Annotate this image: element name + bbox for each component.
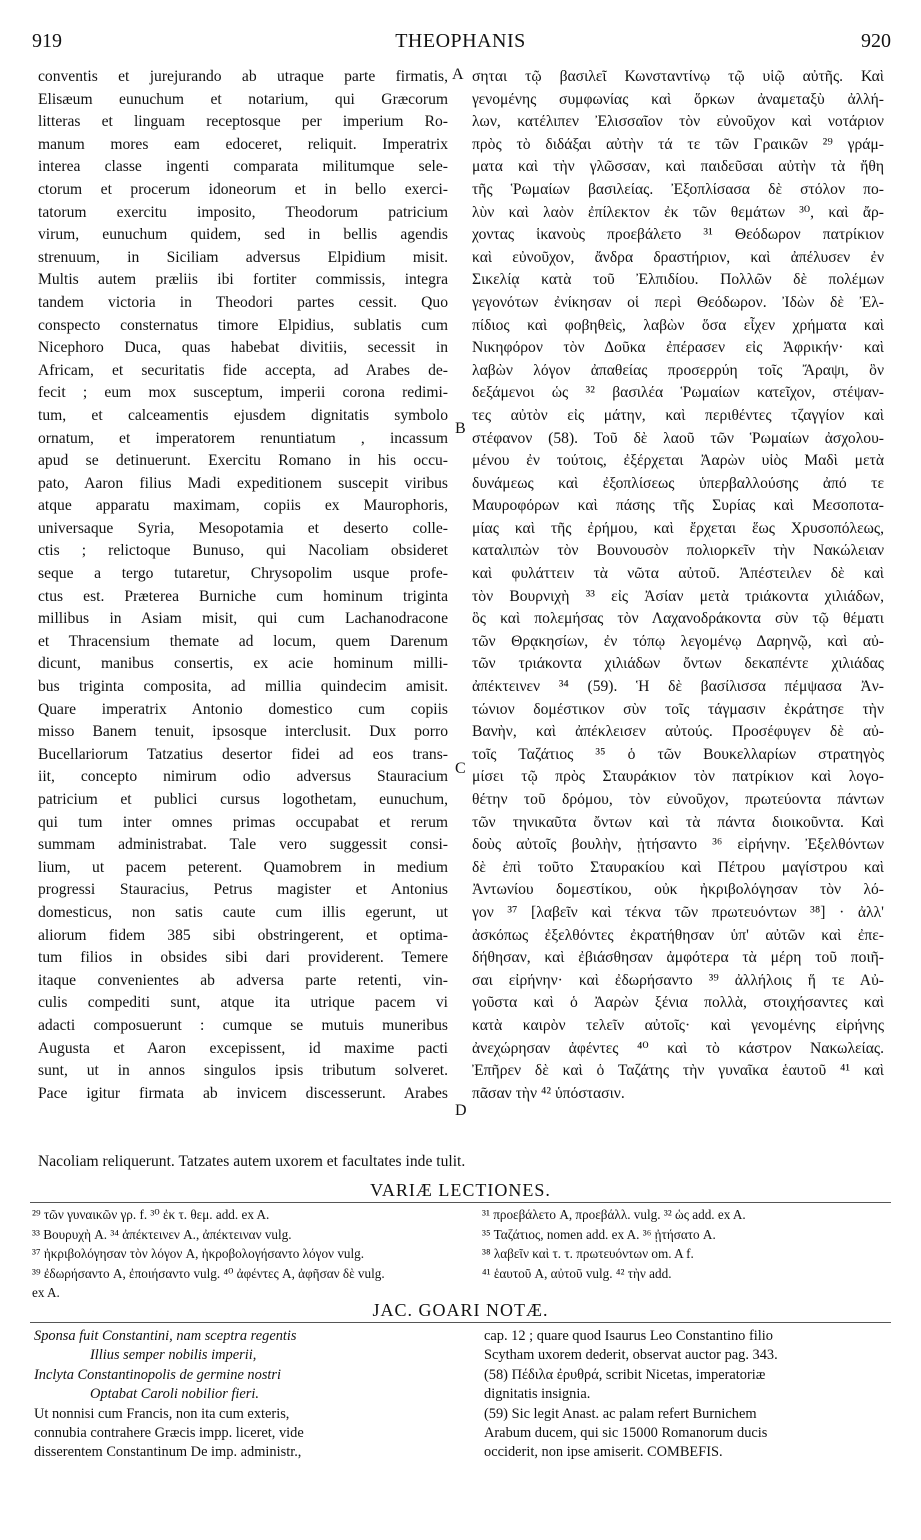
greek-text-line: τῶν τριάκοντα χιλιάδων ὄντων δεκαπέντε χιλιάδας: [472, 655, 884, 673]
latin-text-line: Multis autem præliis ibi fortiter commissis, integra: [38, 271, 448, 289]
section-divider: [30, 1202, 891, 1203]
greek-text-line: Μαυροφόρων καὶ πάσης τῆς Συρίας καὶ Μεσοποτα-: [472, 497, 884, 515]
latin-text-line: litteras et linguam receptosque per imperium Ro-: [38, 113, 448, 131]
greek-text-line: γεγονότων ἐνίκησαν οἱ περὶ Θεόδωρον. Ἰδὼν δὲ Ἐλ-: [472, 293, 884, 311]
latin-text-line: bus triginta composita, ad millia quindecim amisit.: [38, 678, 448, 696]
greek-text-line: Νικηφόρον τὸν Δοῦκα ἐπέρασεν εἰς Ἀφρικήν· καὶ: [472, 339, 884, 357]
latin-text-line: patricium et publici cursus logothetam, eunuchum,: [38, 791, 448, 808]
notae-heading: JAC. GOARI NOTÆ.: [372, 1300, 549, 1320]
notae-divider: [30, 1322, 891, 1323]
variant-reading-line: ³³ Βουρυχὴ A. ³⁴ ἀπέκτεινεν A., ἀπέκτειναν vulg.: [32, 1226, 292, 1242]
latin-text-line: summam administrabat. Tale vero suggessit consi-: [38, 836, 448, 854]
greek-text-line: ἀσκόπως ἐξελθόντες ἐκρατήθησαν ὑπ' αὐτῶν καὶ ἐπε-: [472, 926, 884, 944]
latin-text-line: Quare imperatrix Antonio domestico cum copiis: [38, 700, 448, 718]
variae-right-column: [482, 1205, 746, 1283]
greek-text-line: μίσει τῷ πρὸς Σταυράκιον τὸν πατρίκιον καὶ λογο-: [472, 768, 884, 786]
greek-text-line: γον ³⁷ [λαβεῖν καὶ τέκνα τῶν πρωτευόντων ³⁸] · ἀλλ': [472, 903, 884, 921]
latin-column-tail: Nacoliam reliquerunt. Tatzates autem uxorem et facultates inde tulit.: [38, 1153, 466, 1170]
latin-text-line: ornatum, et imperatorem renuntiatum , incassum: [38, 429, 448, 447]
variant-reading-line: ⁴¹ ἑαυτοῦ A, αὐτοῦ vulg. ⁴² τὴν add.: [482, 1265, 672, 1281]
variant-reading-line: ex A.: [32, 1285, 60, 1300]
latin-text-line: dicunt, manibus consertis, ex acie hominum milli-: [38, 655, 448, 673]
variant-reading-line: ³⁸ λαβεῖν καὶ τ. τ. πρωτευόντων om. A f.: [482, 1246, 694, 1261]
greek-text-line: πρὸς τὸ διδάξαι αὐτὴν τά τε τῶν Γραικῶν ²⁹ γράμ-: [472, 135, 884, 153]
latin-text-line: tatorum exercitu imposito, Theodorum patricium: [38, 203, 448, 221]
greek-text-line: τοῖς Ταζάτιος ³⁵ ὁ τῶν Βουκελλαρίων στρατηγὸς: [472, 745, 884, 763]
notae-left-column: [34, 1327, 304, 1463]
greek-text-line: κατὰ καιρὸν τελεῖν αὐτοῖς· καὶ γενομένης εἰρήνης: [472, 1016, 884, 1034]
greek-text-line: Ἐπῆρεν δὲ καὶ ὁ Ταζάτης τὴν γυναῖκα ἑαυτοῦ ⁴¹ καὶ: [472, 1062, 884, 1080]
greek-text-line: λων, κατέλιπεν Ἐλισσαῖον τὸν εὐνοῦχον καὶ νοτάριον: [472, 113, 884, 131]
latin-text-line: itaque convenientes ab adversa parte retenti, vin-: [38, 971, 448, 989]
latin-text-line: Elisæum eunuchum et notarium, qui Græcorum: [38, 90, 448, 108]
latin-text-line: domesticus, non satis caute cum illis egerunt, ut: [38, 903, 448, 921]
latin-column: [38, 66, 448, 1105]
page-number-left: 919: [32, 30, 62, 52]
note-line: (59) Sic legit Anast. ac palam refert Burnichem: [484, 1405, 757, 1422]
greek-text-line: σηται τῷ βασιλεῖ Κωνσταντίνῳ τῷ υἱῷ αὐτῆς. Καὶ: [472, 68, 884, 85]
variant-reading-line: ³⁷ ἠκριβολόγησαν τὸν λόγον A, ἠκροβολογήσαντο λόγον vulg.: [32, 1246, 365, 1261]
note-line: occiderit, non ipse amiserit. COMBEFIS.: [484, 1444, 723, 1461]
greek-text-line: χοντας ἱκανοὺς προεβάλετο ³¹ Θεόδωρον πατρίκιον: [472, 226, 884, 244]
latin-text-line: millibus in Asiam misit, qui cum Lachanodracone: [38, 610, 448, 628]
greek-text-line: καταλιπὼν τὸν Βουνουσὸν πολιορκεῖν τὴν Νακώλειαν: [472, 542, 884, 560]
latin-text-line: qui tum inter omnes primas occupabat et rerum: [38, 813, 448, 831]
greek-text-line: μένου ἐν τούτοις, ἐξέρχεται Ἀαρὼν υἱὸς Μαδὶ μετὰ: [472, 452, 884, 470]
variant-reading-line: ²⁹ τῶν γυναικῶν γρ. f. ³⁰ ἐκ τ. θεμ. add. ex A.: [32, 1207, 270, 1222]
greek-text-line: ματα καὶ τὴν γλῶσσαν, καὶ παιδεῦσαι αὐτὴν τὰ ἤθη: [472, 158, 884, 176]
verse-line: Sponsa fuit Constantini, nam sceptra regentis: [34, 1328, 297, 1344]
greek-text-line: δήθησαν, καὶ ἐβιάσθησαν ἀμφότερα τὰ μέρη τοῦ ποιῆ-: [472, 949, 884, 967]
latin-text-line: tum filios in obsides sibi dari providerent. Temere: [38, 949, 448, 967]
latin-text-line: manum mores eam edoceret, reliquit. Imperatrix: [38, 135, 448, 153]
greek-text-line: σαι εἰρήνην· καὶ ἐδωρήσαντο ³⁹ ἀλλήλοις ἥ τε Αὐ-: [472, 971, 884, 989]
greek-text-line: τῶν τηνικαῦτα ὄντων καὶ τὰ πάντα διοικοῦντα. Καὶ: [472, 813, 884, 831]
latin-text-line: ctus est. Præterea Burniche cum hominum triginta: [38, 587, 448, 605]
greek-text-line: δοὺς αὐτοῖς βουλὴν, ᾐτήσαντο ³⁶ εἰρήνην. Ἐξελθόντων: [472, 836, 884, 854]
greek-text-line: καὶ φυλάττειν τὰ νῶτα αὐτοῦ. Ἀπέστειλεν δὲ καὶ: [472, 565, 884, 583]
greek-text-line: πίδιος καὶ φοβηθεὶς, λαβὼν ὅσα εἶχεν χρήματα καὶ: [472, 316, 884, 334]
latin-text-line: lium, ut pacem peterent. Quamobrem in medium: [38, 858, 448, 876]
latin-text-line: Nicephoro Duca, quas habebat divitiis, secessit in: [38, 339, 448, 357]
latin-text-line: sunt, ut in annos singulos ipsis tributum solveret.: [38, 1062, 448, 1080]
note-line: (58) Πέδιλα ἐρυθρά, scribit Nicetas, imperatoriæ: [484, 1366, 766, 1383]
greek-text-line: στέφανον (58). Τοῦ δὲ λαοῦ τῶν Ῥωμαίων ἀσχολου-: [472, 429, 884, 447]
greek-text-line: θέτην τοῦ δρόμου, τὸν εὐνοῦχον, πρωτεύοντα πάντων: [472, 791, 884, 808]
margin-mark-d: D: [455, 1102, 467, 1119]
note-line: connubia contrahere Græcis impp. liceret, vide: [34, 1425, 304, 1442]
greek-text-line: τῶν Θρᾳκησίων, ἐν τόπῳ λεγομένῳ Δαρηνῷ, καὶ αὐ-: [472, 632, 884, 650]
latin-text-line: ctorum et procerum idoneorum et in bello exerci-: [38, 180, 448, 198]
latin-text-line: pato, Aaron filius Madi expeditionem suscepit viribus: [38, 474, 448, 492]
variae-left-column: [32, 1205, 385, 1303]
verse-line: Inclyta Constantinopolis de germine nostri: [34, 1366, 282, 1383]
greek-text-line: μίας καὶ τῆς ἐρήμου, καὶ ἔρχεται ἕως Χρυσοπόλεως,: [472, 519, 884, 537]
margin-mark-b: B: [455, 420, 466, 437]
latin-text-line: tandem victoria in Theodori partes cessit. Quo: [38, 293, 448, 311]
greek-text-line: καὶ εὐνοῦχον, ἄνδρα δραστήριον, καὶ ἀπέλυσεν ἐν: [472, 248, 884, 266]
greek-text-line: τῆς Ῥωμαίων βασιλείας. Ἐξοπλίσασα δὲ στόλον πο-: [472, 180, 884, 198]
margin-mark-a: A: [452, 66, 464, 83]
greek-text-line: Ἀντωνίου δομεστίκου, οὐκ ἠκριβολόγησαν τὸν λό-: [472, 881, 884, 899]
latin-text-line: adacti composuerunt : cumque se mutuis muneribus: [38, 1016, 448, 1034]
latin-text-line: Africam, et securitatis fide accepta, ad Arabes de-: [38, 361, 448, 379]
latin-text-line: iit, concepto nimirum odio adversus Stauracium: [38, 768, 448, 786]
latin-text-line: conventis et jurejurando ab utraque parte firmatis,: [38, 68, 448, 85]
greek-text-line: τες αὐτὸν εἰς μάτην, καὶ περιθέντες τζαγγίον καὶ: [472, 406, 884, 424]
latin-text-line: virum, eunuchum quidem, sed in bellis agendis: [38, 226, 448, 244]
latin-text-line: universaque Syria, Mesopotamia et deserto colle-: [38, 519, 448, 537]
variant-reading-line: ³¹ προεβάλετο A, προεβάλλ. vulg. ³² ὡς add. ex A.: [482, 1207, 746, 1222]
latin-text-line: Bucellariorum Tatzatius desertor fidei ad eos trans-: [38, 745, 448, 763]
latin-text-line: interea classe ingenti comparata militumque sele-: [38, 158, 448, 176]
latin-text-line: atque apparatu maximam, copiis ex Maurophoris,: [38, 497, 448, 515]
latin-text-line: et Thracensium themate ad locum, quem Darenum: [38, 632, 448, 650]
latin-text-line: seque a tergo tutaretur, Chrysopolim usque profe-: [38, 565, 448, 583]
greek-text-line: πᾶσαν τὴν ⁴² ὑπόστασιν.: [472, 1084, 625, 1102]
latin-text-line: ctis ; relictoque Bunuso, qui Nacoliam obsideret: [38, 542, 448, 560]
greek-text-line: λαβὼν λόγον ἀπαθείας προσερρύη τοῖς Ἄραψι, ὃν: [472, 361, 884, 379]
latin-text-line: aliorum fidem 385 sibi obstringerent, et optima-: [38, 926, 448, 944]
greek-text-line: τώνιον δομέστικον σὺν τοῖς τάγμασιν ἐκράτησε τὴν: [472, 700, 884, 718]
latin-text-line: conspecto consternatus timore Elpidius, sublatis cum: [38, 316, 448, 334]
greek-text-line: τὸν Βουρνιχὴ ³³ εἰς Ἀσίαν μετὰ τριάκοντα χιλιάδων,: [472, 587, 884, 605]
latin-text-line: Augusta et Aaron excepissent, id maxime pacti: [38, 1039, 448, 1057]
greek-text-line: Βανὴν, καὶ ἀπέκλεισεν αὐτούς. Προσέφυγεν δὲ αὐ-: [472, 723, 884, 741]
variant-reading-line: ³⁵ Ταζάτιος, nomen add. ex A. ³⁶ ᾐτήσατο A.: [482, 1226, 716, 1242]
greek-text-line: δεξάμενοι ὡς ³² βασιλέα Ῥωμαίων κατεῖχον, στέψαν-: [472, 384, 884, 402]
greek-column: [472, 66, 884, 1105]
latin-text-line: fecit ; eum mox susceptum, imperii corona redimi-: [38, 384, 448, 402]
latin-text-line: tum, et calceamentis ejusdem dignitatis symbolo: [38, 406, 448, 424]
note-line: Ut nonnisi cum Francis, non ita cum exteris,: [34, 1405, 290, 1422]
greek-text-line: δυνάμεως καὶ ἐξοπλίσεως ὑπερβαλλούσης ἀπό τε: [472, 474, 884, 492]
latin-text-line: apud se detinuerunt. Exercitu Romano in his occu-: [38, 452, 448, 470]
latin-text-line: progressi Stauracius, Petrus magister et Antonius: [38, 881, 448, 899]
greek-text-line: δὲ ἐπὶ τοῦτο Σταυρακίου καὶ Πέτρου μαγίστρου καὶ: [472, 858, 884, 876]
latin-text-line: misso Banem tenuit, ipsosque interclusit. Dux porro: [38, 723, 448, 741]
note-line: Scytham uxorem dederit, observat auctor pag. 343.: [484, 1347, 778, 1364]
latin-text-line: strenuum, in Siciliam adversus Elpidium misit.: [38, 248, 448, 266]
note-line: cap. 12 ; quare quod Isaurus Leo Constantino filio: [484, 1328, 773, 1344]
note-line: Arabum ducem, qui sic 15000 Romanorum ducis: [484, 1425, 768, 1442]
note-line: dignitatis insignia.: [484, 1386, 591, 1403]
note-line: disserentem Constantinum De imp. administr.,: [34, 1444, 302, 1461]
greek-text-line: ἀνεχώρησαν ἀφέντες ⁴⁰ καὶ τὸ κάστρον Νακωλείας.: [472, 1039, 884, 1057]
variant-reading-line: ³⁹ ἐδωρήσαντο A, ἐποιήσαντο vulg. ⁴⁰ ἀφέντες A, ἀφῆσαν δὲ vulg.: [32, 1265, 385, 1281]
greek-text-line: Σικελίᾳ κατὰ τοῦ Ἐλπιδίου. Πολλῶν δὲ πολέμων: [472, 271, 884, 289]
greek-text-line: γοῦστα καὶ ὁ Ἀαρὼν ξένια πολλὰ, στοιχήσαντες καὶ: [472, 994, 884, 1012]
margin-mark-c: C: [455, 760, 466, 777]
variae-lectiones-heading: VARIÆ LECTIONES.: [370, 1180, 551, 1200]
greek-text-line: ἀπέκτεινεν ³⁴ (59). Ἡ δὲ βασίλισσα πέμψασα Ἀν-: [472, 678, 884, 696]
latin-text-line: culis compediti sunt, atque ita utrique pacem vi: [38, 994, 448, 1012]
latin-text-line: Pace igitur firmata ab invicem discesserunt. Arabes: [38, 1084, 448, 1102]
notae-right-column: [484, 1327, 778, 1463]
verse-line: Optabat Caroli nobilior fieri.: [90, 1386, 259, 1403]
greek-text-line: γενομένης συμφωνίας καὶ ὅρκων ἀναμεταξὺ ἀλλή-: [472, 90, 884, 108]
page-number-right: 920: [861, 30, 891, 52]
greek-text-line: ὃς καὶ πολεμήσας τὸν Λαχανοδράκοντα σὺν τῷ θέματι: [472, 610, 884, 628]
greek-text-line: λὺν καὶ λαὸν ἐπίλεκτον ἐκ τῶν θεμάτων ³⁰, καὶ ἄρ-: [472, 203, 884, 221]
verse-line: Illius semper nobilis imperii,: [90, 1347, 257, 1364]
running-title: THEOPHANIS: [395, 30, 526, 52]
